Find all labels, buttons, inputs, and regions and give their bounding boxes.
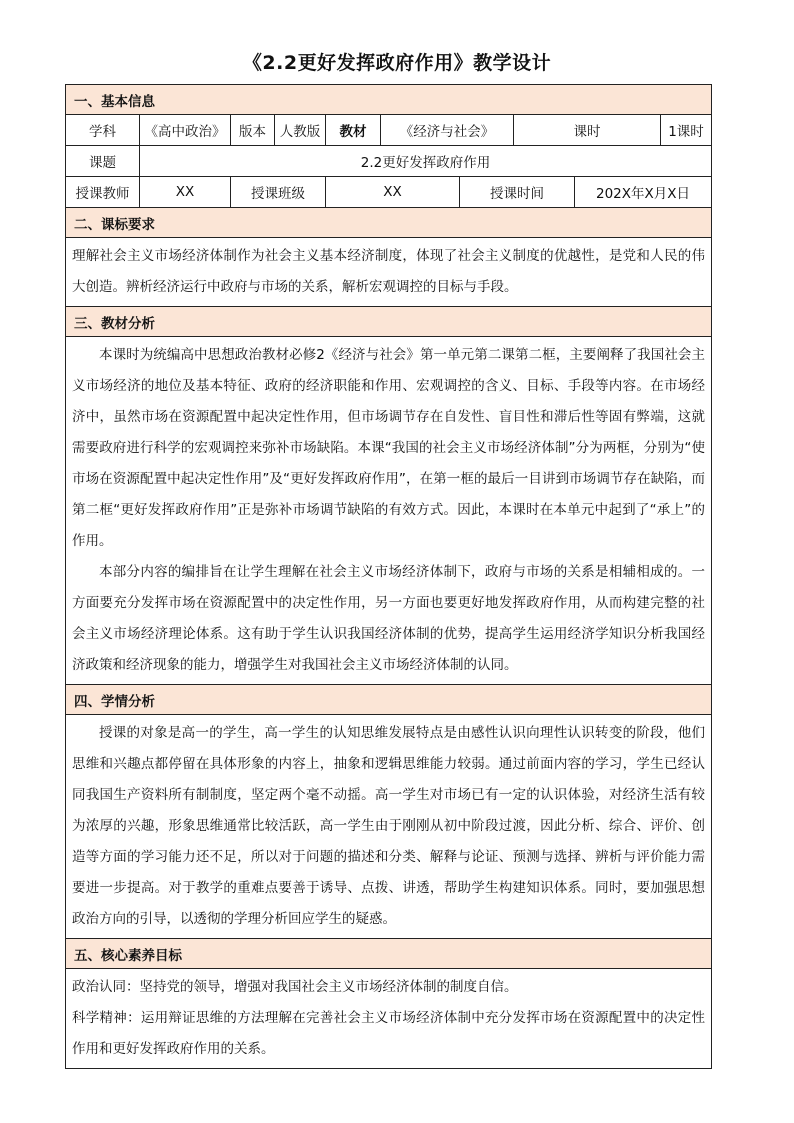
core-literacy-item: 科学精神：运用辩证思维的方法理解在完善社会主义市场经济体制中充分发挥市场在资源配置中的决定性作用和更好发挥政府作用的关系。 — [72, 1010, 705, 1057]
class-value: XX — [326, 177, 460, 208]
curriculum-text: 理解社会主义市场经济体制作为社会主义基本经济制度，体现了社会主义制度的优越性，是党和人民的伟大创造。辨析经济运行中政府与市场的关系，解析宏观调控的目标与手段。 — [66, 238, 712, 307]
class-label: 授课班级 — [231, 177, 326, 208]
section-curriculum-body — [66, 238, 712, 307]
textbook-label: 教材 — [326, 115, 381, 146]
basic-info-row-2 — [66, 146, 712, 177]
lesson-plan-table — [65, 84, 712, 1069]
section-core-literacy-header — [66, 939, 712, 969]
section-header: 五、核心素养目标 — [66, 939, 712, 969]
basic-info-row-1 — [66, 115, 712, 146]
subject-label: 学科 — [66, 115, 140, 146]
section-student-analysis-body — [66, 715, 712, 939]
subject-value: 《高中政治》 — [140, 115, 231, 146]
section-textbook-analysis-header — [66, 307, 712, 337]
section-basic-info-header — [66, 85, 712, 115]
section-curriculum-header — [66, 208, 712, 238]
textbook-analysis-paragraph: 本课时为统编高中思想政治教材必修2《经济与社会》第一单元第二课第二框，主要阐释了我国社会主义市场经济的地位及基本特征、政府的经济职能和作用、宏观调控的含义、目标、手段等内容。在市场经济中，虽然市场在资源配置中起决定性作用，但市场调节存在自发性、盲目性和滞后性等固有弊端，这就需要政府进行科学的宏观调控来弥补市场缺陷。本课“我国的社会主义市场经济体制”分为两框，分别为“使市场在资源配置中起决定性作用”及“更好发挥政府作用”，在第一框的最后一目讲到市场调节存在缺陷，而第二框“更好发挥政府作用”正是弥补市场调节缺陷的有效方式。因此，本课时在本单元中起到了“承上”的作用。 — [72, 347, 705, 549]
section-student-analysis-header — [66, 685, 712, 715]
time-value: 202X年X月X日 — [575, 177, 712, 208]
basic-info-row-3 — [66, 177, 712, 208]
document-title: 《2.2更好发挥政府作用》教学设计 — [242, 52, 552, 74]
student-analysis-paragraph: 授课的对象是高一的学生，高一学生的认知思维发展特点是由感性认识向理性认识转变的阶段，他们思维和兴趣点都停留在具体形象的内容上，抽象和逻辑思维能力较弱。通过前面内容的学习，学生已经认同我国生产资料所有制制度，坚定两个毫不动摇。高一学生对市场已有一定的认识体验，对经济生活有较为浓厚的兴趣，形象思维通常比较活跃，高一学生由于刚刚从初中阶段过渡，因此分析、综合、评价、创造等方面的学习能力还不足，所以对于问题的描述和分类、解释与论证、预测与选择、辨析与评价能力需要进一步提高。对于教学的重难点要善于诱导、点拨、讲透，帮助学生构建知识体系。同时，要加强思想政治方向的引导，以透彻的学理分析回应学生的疑惑。 — [72, 725, 705, 927]
time-label: 授课时间 — [460, 177, 575, 208]
topic-label: 课题 — [66, 146, 140, 177]
edition-value: 人教版 — [275, 115, 326, 146]
section-header: 二、课标要求 — [66, 208, 712, 238]
section-header: 一、基本信息 — [66, 85, 712, 115]
period-label: 课时 — [514, 115, 661, 146]
section-header: 三、教材分析 — [66, 307, 712, 337]
textbook-value: 《经济与社会》 — [381, 115, 514, 146]
core-literacy-item: 政治认同：坚持党的领导，增强对我国社会主义市场经济体制的制度自信。 — [72, 979, 518, 995]
section-core-literacy-body — [66, 969, 712, 1069]
textbook-analysis-paragraph: 本部分内容的编排旨在让学生理解在社会主义市场经济体制下，政府与市场的关系是相辅相成的。一方面要充分发挥市场在资源配置中的决定性作用，另一方面也要更好地发挥政府作用，从而构建完整的社会主义市场经济理论体系。这有助于学生认识我国经济体制的优势，提高学生运用经济学知识分析我国经济政策和经济现象的能力，增强学生对我国社会主义市场经济体制的认同。 — [72, 564, 705, 673]
section-textbook-analysis-body — [66, 337, 712, 685]
topic-value: 2.2更好发挥政府作用 — [140, 146, 712, 177]
edition-label: 版本 — [231, 115, 275, 146]
section-header: 四、学情分析 — [66, 685, 712, 715]
teacher-value: XX — [140, 177, 231, 208]
period-value: 1课时 — [661, 115, 712, 146]
teacher-label: 授课教师 — [66, 177, 140, 208]
